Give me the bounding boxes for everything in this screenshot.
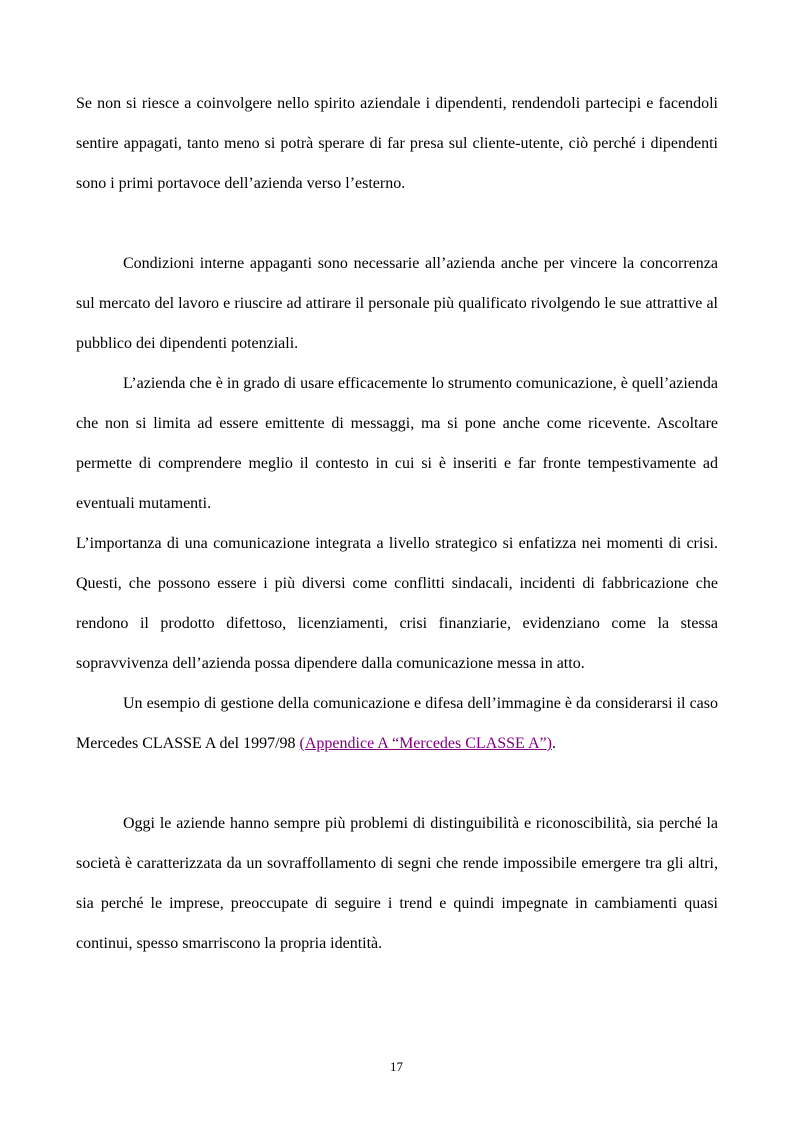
- paragraph-listening: L’azienda che è in grado di usare efficacemente lo strumento comunicazione, è quell’azienda che non si limita ad essere emittente di messaggi, ma si pone anche come ricevente. Ascoltare permette di comprendere meglio il contesto in cui si è inseriti e far fronte tempestivamente ad eventuali mutamenti.: [76, 375, 718, 512]
- paragraph-mercedes-example: [76, 684, 718, 764]
- paragraph-crisis: L’importanza di una comunicazione integrata a livello strategico si enfatizza nei momenti di crisi. Questi, che possono essere i più diversi come conflitti sindacali, incidenti di fabbricazione che rendono il prodotto difettoso, licenziamenti, crisi finanziarie, evidenziano come la stessa sopravvivenza dell’azienda possa dipendere dalla comunicazione messa in atto.: [76, 535, 718, 672]
- paragraph-employees: Se non si riesce a coinvolgere nello spirito aziendale i dipendenti, rendendoli partecipi e facendoli sentire appagati, tanto meno si potrà sperare di far presa sul cliente-utente, ciò perché i dipendenti sono i primi portavoce dell’azienda verso l’esterno.: [76, 95, 718, 192]
- paragraph-identity: Oggi le aziende hanno sempre più problemi di distinguibilità e riconoscibilità, sia perché la società è caratterizzata da un sovraffollamento di segni che rende impossibile emergere tra gli altri, sia perché le imprese, preoccupate di seguire i trend e quindi impegnate in cambiamenti quasi continui, spesso smarriscono la propria identità.: [76, 815, 718, 952]
- appendix-a-link[interactable]: (Appendice A “Mercedes CLASSE A”): [299, 735, 552, 752]
- page-number: 17: [390, 1059, 403, 1074]
- document-page: [76, 84, 718, 964]
- mercedes-period: .: [551, 735, 556, 752]
- paragraph-internal-conditions: Condizioni interne appaganti sono necessarie all’azienda anche per vincere la concorrenza sul mercato del lavoro e riuscire ad attirare il personale più qualificato rivolgendo le sue attrattive al pubblico dei dipendenti potenziali.: [76, 255, 718, 352]
- mercedes-text: Un esempio di gestione della comunicazione e difesa dell’immagine è da considerarsi il caso Mercedes CLASSE A del 1997/98: [76, 695, 718, 752]
